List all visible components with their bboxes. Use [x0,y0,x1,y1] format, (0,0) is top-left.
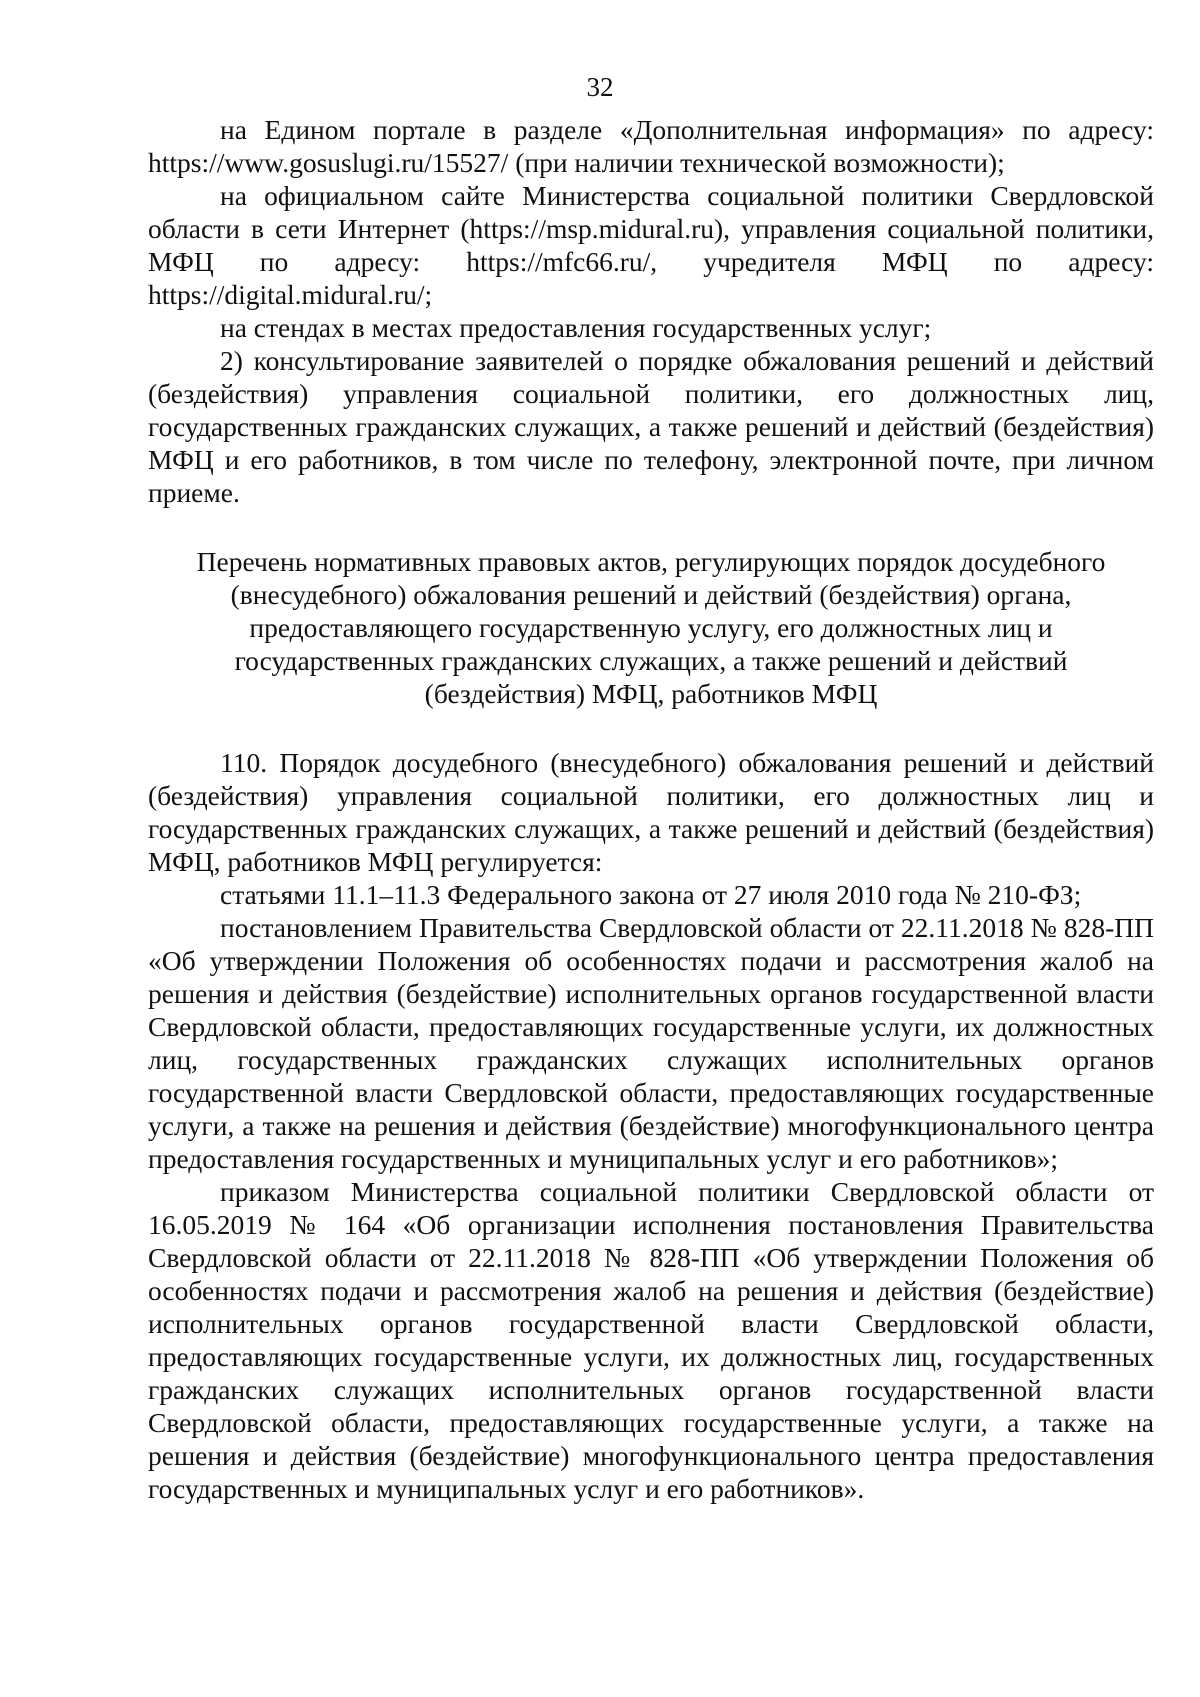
heading-line: Перечень нормативных правовых актов, регулирующих порядок досудебного [196,546,1106,577]
section-heading [148,545,1154,710]
paragraph-federal-law: статьями 11.1–11.3 Федерального закона от 27 июля 2010 года № 210-ФЗ; [220,879,1082,910]
section-gap [148,710,1154,746]
heading-line: (бездействия) МФЦ, работников МФЦ [424,678,878,709]
paragraph-ministry-order: приказом Министерства социальной политики Свердловской области от 16.05.2019 № 164 «Об организации исполнения постановления Правительства Свердловской области от 22.11.2018 № 828-ПП «Об утверждении Положения об особенностях подачи и рассмотрения жалоб на решения и действия (бездействие) исполнительных органов государственной власти Свердловской области, предоставляющих государственные услуги, их должностных лиц, государственных гражданских служащих исполнительных органов государственной власти Свердловской области, предоставляющих государственные услуги, а также на решения и действия (бездействие) многофункционального центра предоставления государственных и муниципальных услуг и его работников». [148,1176,1154,1504]
document-body [148,113,1154,1505]
paragraph-official-site: на официальном сайте Министерства социальной политики Свердловской области в сети Интернет (https://msp.midural.ru), управления социальной политики, МФЦ по адресу: https://mfc66.ru/, учредителя МФЦ по адресу: https://digital.midural.ru/; [148,180,1154,310]
paragraph-gosuslugi: на Едином портале в разделе «Дополнительная информация» по адресу: https://www.gosuslugi.ru/15527/ (при наличии технической возможности); [148,114,1154,178]
paragraph-government-decree: постановлением Правительства Свердловской области от 22.11.2018 № 828-ПП «Об утверждении Положения об особенностях подачи и рассмотрения жалоб на решения и действия (бездействие) исполнительных органов государственной власти Свердловской области, предоставляющих государственные услуги, их должностных лиц, государственных гражданских служащих исполнительных органов государственной власти Свердловской области, предоставляющих государственные услуги, а также на решения и действия (бездействие) многофункционального центра предоставления государственных и муниципальных услуг и его работников»; [148,912,1154,1174]
paragraph-consulting: 2) консультирование заявителей о порядке обжалования решений и действий (бездействия) управления социальной политики, его должностных лиц, государственных гражданских служащих, а также решений и действий (бездействия) МФЦ и его работников, в том числе по телефону, электронной почте, при личном приеме. [148,345,1154,508]
heading-line: (внесудебного) обжалования решений и действий (бездействия) органа, [230,579,1072,610]
page-number: 32 [586,72,614,102]
heading-line: государственных гражданских служащих, а также решений и действий [234,645,1068,676]
paragraph-110: 110. Порядок досудебного (внесудебного) обжалования решений и действий (бездействия) управления социальной политики, его должностных лиц и государственных гражданских служащих, а также решений и действий (бездействия) МФЦ, работников МФЦ регулируется: [148,747,1154,877]
heading-line: предоставляющего государственную услугу, его должностных лиц и [249,612,1053,643]
paragraph-stands: на стендах в местах предоставления государственных услуг; [220,312,932,343]
